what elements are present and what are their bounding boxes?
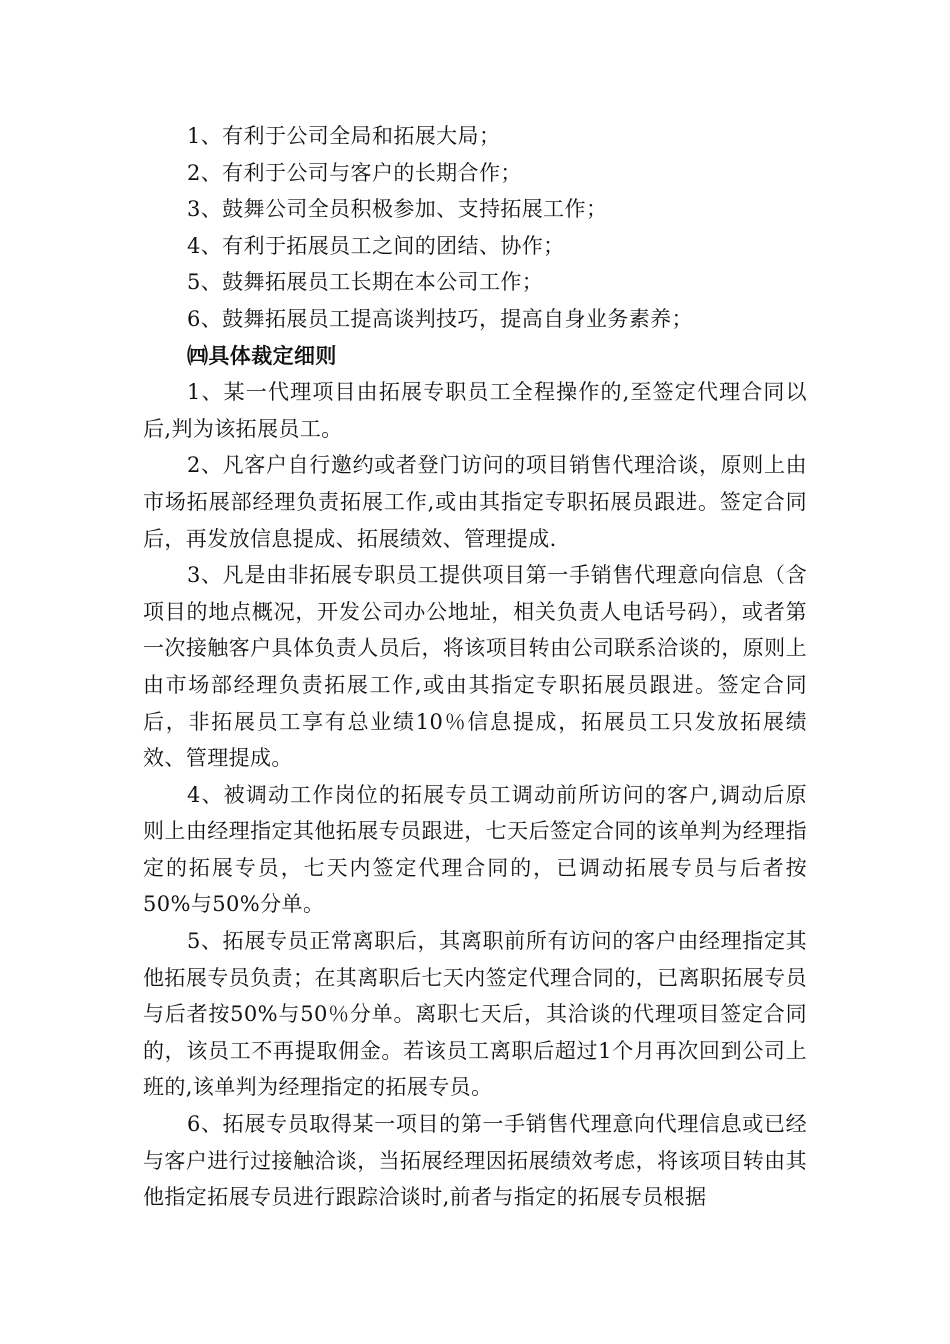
list-item: 3、鼓舞公司全员积极参加、支持拓展工作；: [187, 197, 608, 222]
rule-paragraph-5: 5、拓展专员正常离职后，其离职前所有访问的客户由经理指定其他拓展专员负责；在其离职后七天内签定代理合同的，已离职拓展专员与后者按50%与50％分单。离职七天后，其洽谈的代理项目签定合同的，该员工不再提取佣金。若该员工离职后超过1个月再次回到公司上班的,该单判为经理指定的拓展专员。: [143, 929, 807, 1100]
rule-paragraph-1: 1、某一代理项目由拓展专职员工全程操作的,至签定代理合同以后,判为该拓展员工。: [143, 380, 807, 441]
list-item: 2、有利于公司与客户的长期合作；: [187, 160, 522, 185]
list-item: 6、鼓舞拓展员工提高谈判技巧，提高自身业务素养；: [187, 306, 693, 331]
rule-paragraph-4: 4、被调动工作岗位的拓展专员工调动前所访问的客户,调动后原则上由经理指定其他拓展专员跟进，七天后签定合同的该单判为经理指定的拓展专员，七天内签定代理合同的，已调动拓展专员与后者按50%与50%分单。: [143, 782, 807, 917]
section-heading: ㈣具体裁定细则: [187, 343, 337, 368]
list-item: 4、有利于拓展员工之间的团结、协作；: [187, 233, 565, 258]
rule-paragraph-3: 3、凡是由非拓展专职员工提供项目第一手销售代理意向信息（含项目的地点概况，开发公司办公地址，相关负责人电话号码），或者第一次接触客户具体负责人员后，将该项目转由公司联系洽谈的，原则上由市场部经理负责拓展工作,或由其指定专职拓展员跟进。签定合同后，非拓展员工享有总业绩10％信息提成，拓展员工只发放拓展绩效、管理提成。: [143, 563, 807, 771]
list-item: 1、有利于公司全局和拓展大局；: [187, 124, 501, 148]
rule-paragraph-2: 2、凡客户自行邀约或者登门访问的项目销售代理洽谈，原则上由市场拓展部经理负责拓展工作,或由其指定专职拓展员跟进。签定合同后，再发放信息提成、拓展绩效、管理提成.: [143, 453, 807, 551]
document-body: [143, 118, 807, 1216]
rule-paragraph-6: 6、拓展专员取得某一项目的第一手销售代理意向代理信息或已经与客户进行过接触洽谈，当拓展经理因拓展绩效考虑，将该项目转由其他指定拓展专员进行跟踪洽谈时,前者与指定的拓展专员根据: [143, 1112, 807, 1210]
list-item: 5、鼓舞拓展员工长期在本公司工作；: [187, 270, 544, 295]
